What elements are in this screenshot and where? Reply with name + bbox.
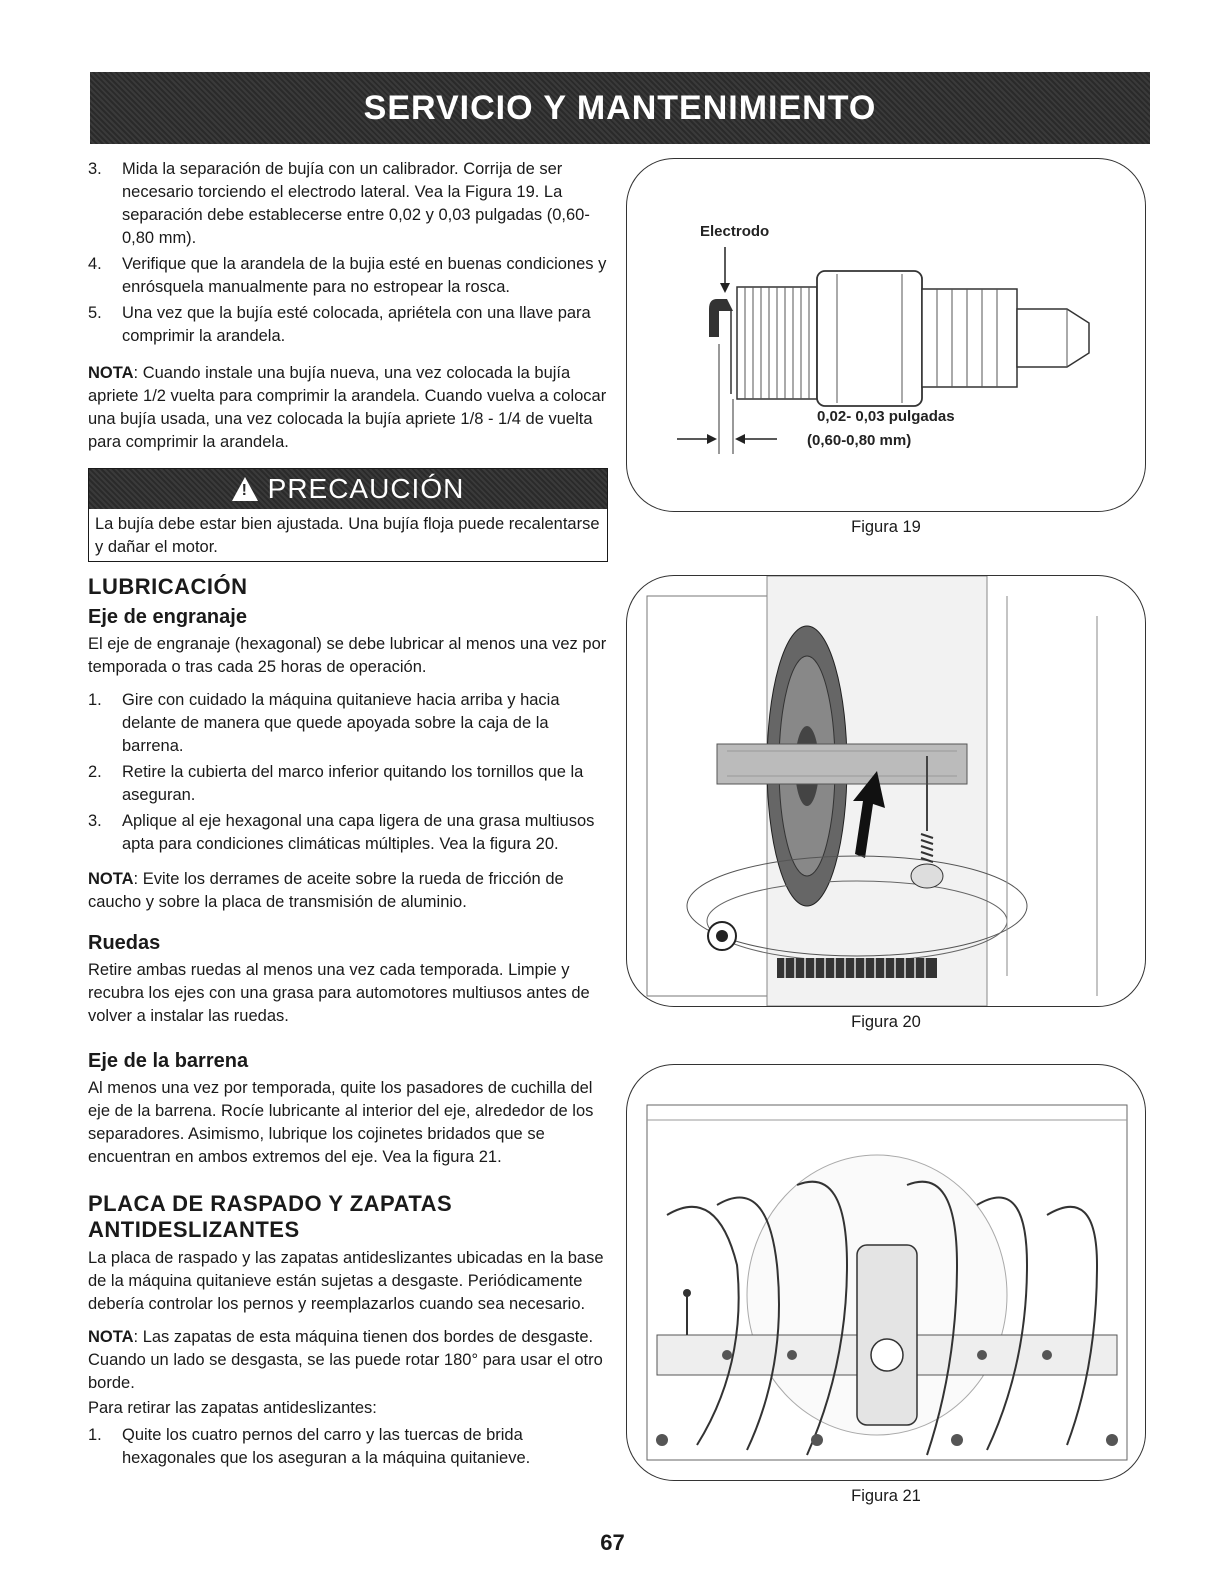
placa-steps [88, 1424, 608, 1470]
gear-shaft-illustration [627, 576, 1146, 1006]
figure-19 [626, 158, 1146, 512]
subsection-title-eje-barrena: Eje de la barrena [88, 1050, 249, 1072]
list-item: 5. Una vez que la bujía esté colocada, apriétela con una llave para comprimir la arandela. [88, 304, 591, 345]
subsection-title-eje-engranaje: Eje de engranaje [88, 606, 247, 628]
list-item: 2. Retire la cubierta del marco inferior quitando los tornillos que la aseguran. [88, 763, 584, 804]
list-item: 4. Verifique que la arandela de la bujia esté en buenas condiciones y enrósquela manualmente para no estropear la rosca. [88, 255, 607, 296]
note-spark-plug: NOTA: Cuando instale una bujía nueva, una vez colocada la bujía apriete 1/2 vuelta para comprimir la arandela. Cuando vuelva a colocar una bujía usada, una vez colocada la bujía apriete 1/8 - 1/4 de vuelta para comprimir la arandela. [88, 364, 607, 451]
section-title-lubricacion: LUBRICACIÓN [88, 574, 248, 599]
placa-text: La placa de raspado y las zapatas antideslizantes ubicadas en la base de la máquina quitanieve están sujetas a desgaste. Periódicamente debería controlar los pernos y reemplazarlos cuando sea necesario. [88, 1249, 604, 1313]
figure-21 [626, 1064, 1146, 1481]
warning-title: PRECAUCIÓN [267, 473, 465, 504]
header-banner [90, 72, 1150, 144]
note-eje-engranaje: NOTA: Evite los derrames de aceite sobre la rueda de fricción de caucho y sobre la placa de transmisión de aluminio. [88, 870, 564, 911]
eje-engranaje-steps [88, 689, 608, 856]
figure-19-caption: Figura 19 [851, 518, 921, 536]
ruedas-text: Retire ambas ruedas al menos una vez cada temporada. Limpie y recubra los ejes con una grasa para automotores multiusos antes de volver a instalar las ruedas. [88, 961, 590, 1025]
page-number: 67 [600, 1530, 625, 1555]
right-column [626, 158, 1146, 1506]
eje-engranaje-intro: El eje de engranaje (hexagonal) se debe lubricar al menos una vez por temporada o tras cada 25 horas de operación. [88, 635, 607, 676]
list-item: 1. Gire con cuidado la máquina quitanieve hacia arriba y hacia delante de manera que quede apoyada sobre la caja de la barrena. [88, 691, 560, 755]
auger-illustration [627, 1065, 1146, 1480]
placa-retirar: Para retirar las zapatas antideslizantes: [88, 1399, 377, 1417]
spark-plug-steps [88, 158, 608, 348]
figure-20 [626, 575, 1146, 1007]
warning-header [89, 469, 607, 509]
warning-text: La bujía debe estar bien ajustada. Una bujía floja puede recalentarse y dañar el motor. [95, 515, 600, 556]
warning-box [88, 468, 608, 562]
list-item: 3. Mida la separación de bujía con un calibrador. Corrija de ser necesario torciendo el electrodo lateral. Vea la Figura 19. La separación debe establecerse entre 0,02 y 0,03 pulgadas (0,60-0,80 mm). [88, 160, 590, 247]
list-item: 1. Quite los cuatro pernos del carro y las tuercas de brida hexagonales que los aseguran a la máquina quitanieve. [88, 1426, 531, 1467]
label-gap-mm: (0,60-0,80 mm) [807, 432, 912, 449]
subsection-title-ruedas: Ruedas [88, 932, 161, 954]
left-column [88, 158, 608, 1480]
label-electrode: Electrodo [700, 223, 770, 240]
section-title-placa: PLACA DE RASPADO Y ZAPATAS ANTIDESLIZANTES [88, 1191, 453, 1242]
eje-barrena-text: Al menos una vez por temporada, quite los pasadores de cuchilla del eje de la barrena. Rocíe lubricante al interior del eje, alrededor de los separadores. Asimismo, lubrique los cojinetes bridados que se encuentran en ambos extremos del eje. Vea la figura 21. [88, 1079, 594, 1166]
figure-20-caption: Figura 20 [851, 1013, 921, 1031]
page-title: SERVICIO Y MANTENIMIENTO [363, 88, 877, 127]
warning-icon [232, 477, 258, 501]
label-gap-inches: 0,02- 0,03 pulgadas [817, 408, 955, 425]
list-item: 3. Aplique al eje hexagonal una capa ligera de una grasa multiusos apta para condiciones climáticas múltiples. Vea la figura 20. [88, 812, 595, 853]
figure-21-caption: Figura 21 [851, 1487, 921, 1505]
note-placa: NOTA: Las zapatas de esta máquina tienen dos bordes de desgaste. Cuando un lado se desgasta, se las puede rotar 180° para usar el otro borde. [88, 1328, 603, 1392]
spark-plug-illustration [627, 159, 1146, 511]
